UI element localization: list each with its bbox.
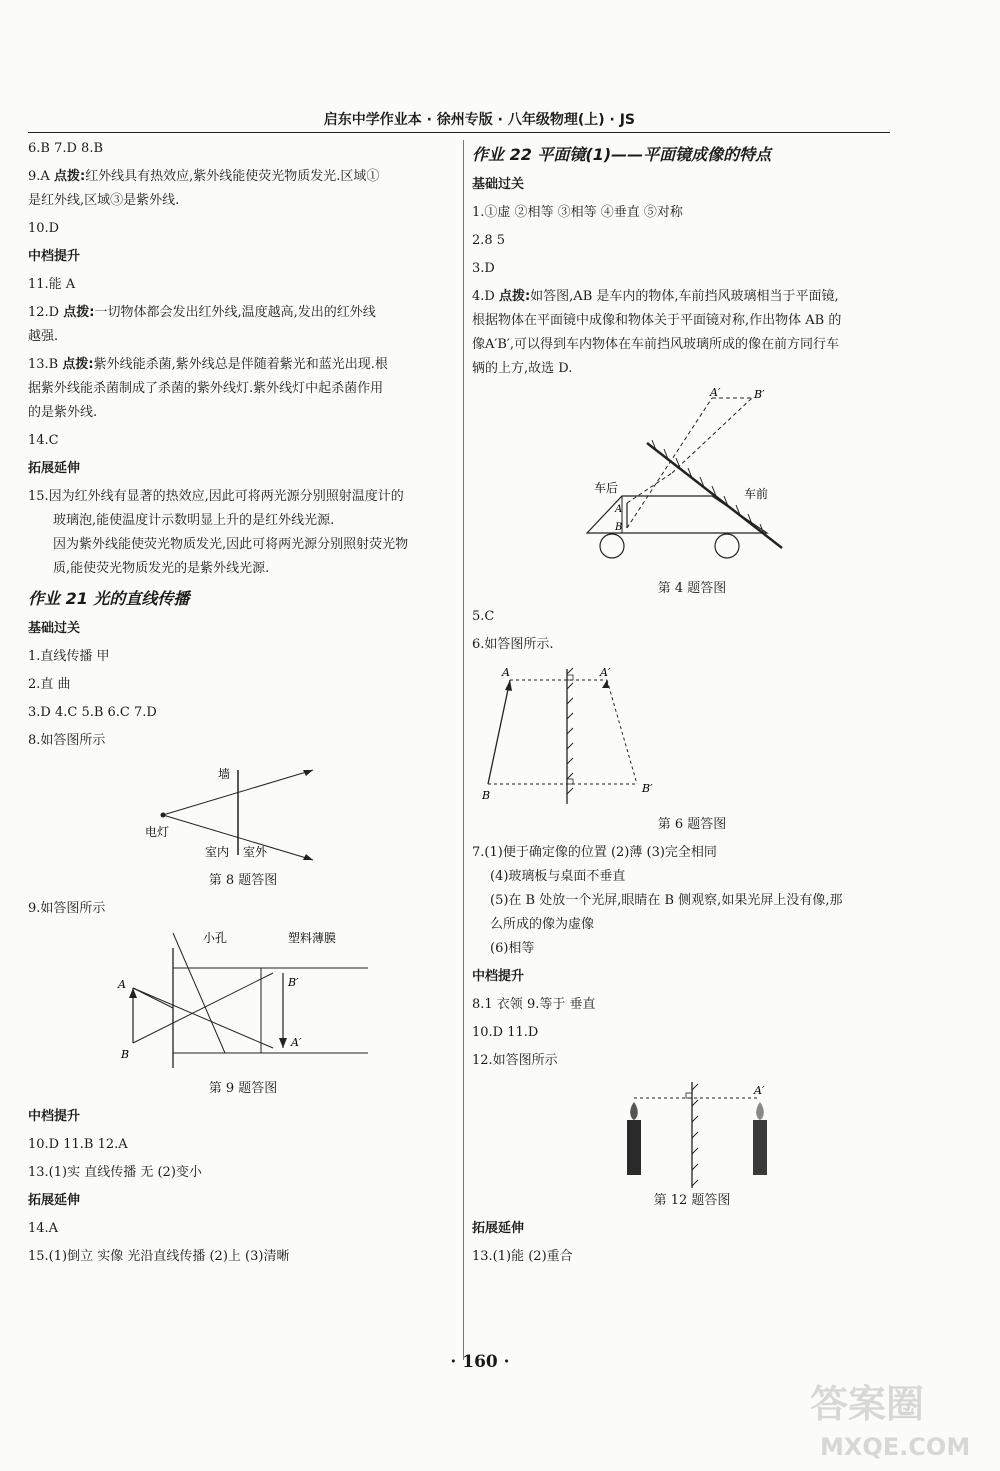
fig8-wall-label: 墙	[218, 767, 231, 781]
answer-line: (4)玻璃板与桌面不垂直	[490, 869, 626, 884]
answer-line: 5.C	[472, 609, 495, 624]
hint-label: 点拨:	[63, 305, 95, 320]
hint-label: 点拨:	[53, 169, 86, 184]
hint-text: 如答图,AB 是车内的物体,车前挡风玻璃相当于平面镜,	[530, 289, 839, 304]
answer-line: 根据物体在平面镜中成像和物体关于平面镜对称,作出物体 AB 的	[472, 313, 842, 328]
answer-line: 是红外线,区域③是紫外线.	[28, 193, 180, 208]
fig4-B2-label: B′	[754, 388, 765, 401]
answer-line: 么所成的像为虚像	[490, 917, 595, 932]
answer-line: 因为紫外线能使荧光物质发光,因此可将两光源分别照射荧光物	[53, 537, 409, 552]
watermark-logo	[800, 1365, 990, 1465]
answer-line: 越强.	[28, 329, 59, 344]
answer-line: 12.如答图所示	[472, 1053, 558, 1068]
hint-text: 红外线具有热效应,紫外线能使荧光物质发光.区域①	[85, 169, 380, 184]
answer-number: 4.D	[472, 289, 499, 304]
answer-line: 15.(1)倒立 实像 光沿直线传播 (2)上 (3)清晰	[28, 1249, 290, 1264]
section-heading: 基础过关	[472, 177, 525, 192]
section-heading: 基础过关	[28, 621, 81, 636]
answer-line: 3.D 4.C 5.B 6.C 7.D	[28, 705, 157, 720]
page-header	[28, 110, 890, 133]
fig4-rear-label: 车后	[594, 481, 619, 495]
fig4-B-label: B	[615, 522, 623, 533]
answer-line	[28, 356, 458, 374]
fig6-B2-label: B′	[642, 782, 653, 795]
figure-caption: 第 8 题答图	[208, 873, 278, 888]
homework-title: 作业 22 平面镜(1)——平面镜成像的特点	[472, 145, 772, 164]
answer-number: 12.D	[28, 305, 64, 320]
figure-12-diagram	[592, 1080, 792, 1190]
fig9-B-label: B	[121, 1048, 130, 1061]
figure-caption: 第 6 题答图	[657, 817, 727, 832]
answer-line: 13.(1)实 直线传播 无 (2)变小	[28, 1165, 202, 1180]
fig8-lamp-label: 电灯	[145, 825, 170, 839]
hint-text: 一切物体都会发出红外线,温度越高,发出的红外线	[94, 305, 376, 320]
answer-line: 9.如答图所示	[28, 901, 106, 916]
fig6-A-label: A	[502, 666, 510, 679]
section-heading: 拓展延伸	[28, 461, 81, 476]
fig9-A2-label: A′	[291, 1036, 302, 1049]
answer-line: 质,能使荧光物质发光的是紫外线光源.	[53, 561, 270, 576]
right-column	[472, 140, 912, 1276]
fig9-B2-label: B′	[288, 976, 299, 989]
answer-line: 7.(1)便于确定像的位置 (2)薄 (3)完全相同	[472, 845, 717, 860]
answer-line: 11.能 A	[28, 277, 76, 292]
answer-line: 玻璃泡,能使温度计示数明显上升的是红外线光源.	[53, 513, 335, 528]
answer-line: 14.C	[28, 433, 59, 448]
answer-line	[472, 288, 912, 306]
answer-line	[28, 304, 458, 322]
figure-9-diagram	[113, 928, 373, 1078]
figure-caption: 第 4 题答图	[657, 581, 727, 596]
hint-text: 紫外线能杀菌,紫外线总是伴随着紫光和蓝光出现.根	[93, 357, 388, 372]
answer-line	[28, 168, 458, 186]
answer-line: 14.A	[28, 1221, 59, 1236]
answer-line: 10.D 11.D	[472, 1025, 539, 1040]
figure-8-diagram	[143, 760, 343, 870]
answer-line: 6.B 7.D 8.B	[28, 141, 104, 156]
column-divider	[463, 140, 464, 1360]
homework-title: 作业 21 光的直线传播	[28, 589, 190, 608]
answer-line: 10.D 11.B 12.A	[28, 1137, 128, 1152]
fig8-outside-label: 室外	[243, 845, 268, 859]
answer-number: 13.B	[28, 357, 63, 372]
figure-caption: 第 9 题答图	[208, 1081, 278, 1096]
fig6-A2-label: A′	[600, 666, 611, 679]
figure-caption: 第 12 题答图	[653, 1193, 731, 1208]
answer-line: 13.(1)能 (2)重合	[472, 1249, 573, 1264]
section-heading: 中档提升	[28, 1109, 81, 1124]
answer-line: 15.因为红外线有显著的热效应,因此可将两光源分别照射温度计的	[28, 489, 404, 504]
figure-4-diagram	[572, 388, 812, 578]
hint-label: 点拨:	[498, 289, 531, 304]
answer-line: 据紫外线能杀菌制成了杀菌的紫外线灯.紫外线灯中起杀菌作用	[28, 381, 384, 396]
hint-label: 点拨:	[62, 357, 94, 372]
header-title: 启东中学作业本 · 徐州专版 · 八年级物理(上) · JS	[323, 112, 635, 128]
answer-line: 像A′B′,可以得到车内物体在车前挡风玻璃所成的像在前方同行车	[472, 337, 839, 352]
watermark-line2: MXQE.COM	[820, 1433, 971, 1461]
answer-line: (5)在 B 处放一个光屏,眼睛在 B 侧观察,如果光屏上没有像,那	[490, 893, 843, 908]
answer-line: 的是紫外线.	[28, 405, 98, 420]
answer-line: 2.8 5	[472, 233, 506, 248]
fig12-A2-label: A′	[754, 1084, 765, 1097]
answer-line: 1.①虚 ②相等 ③相等 ④垂直 ⑤对称	[472, 205, 683, 220]
fig6-B-label: B	[482, 789, 491, 802]
answer-line: 2.直 曲	[28, 677, 71, 692]
section-heading: 中档提升	[472, 969, 525, 984]
section-heading: 中档提升	[28, 249, 81, 264]
answer-line: 8.1 衣领 9.等于 垂直	[472, 997, 596, 1012]
fig9-film-label: 塑料薄膜	[288, 931, 337, 945]
answer-line: 1.直线传播 甲	[28, 649, 110, 664]
section-heading: 拓展延伸	[472, 1221, 525, 1236]
fig8-inside-label: 室内	[205, 845, 230, 859]
answer-line: (6)相等	[490, 941, 535, 956]
answer-line: 辆的上方,故选 D.	[472, 361, 573, 376]
fig4-A2-label: A′	[710, 388, 721, 399]
answer-line: 10.D	[28, 221, 60, 236]
answer-number: 9.A	[28, 169, 54, 184]
fig9-A-label: A	[118, 978, 126, 991]
figure-6-diagram	[482, 664, 682, 814]
page-number: · 160 ·	[450, 1352, 510, 1372]
fig9-hole-label: 小孔	[203, 931, 228, 945]
answer-line: 8.如答图所示	[28, 733, 106, 748]
watermark-line1: 答案圈	[810, 1382, 925, 1426]
fig4-A-label: A	[615, 504, 623, 515]
answer-line: 6.如答图所示.	[472, 637, 554, 652]
section-heading: 拓展延伸	[28, 1193, 81, 1208]
fig4-front-label: 车前	[744, 487, 769, 501]
answer-line: 3.D	[472, 261, 495, 276]
left-column	[28, 140, 458, 1276]
